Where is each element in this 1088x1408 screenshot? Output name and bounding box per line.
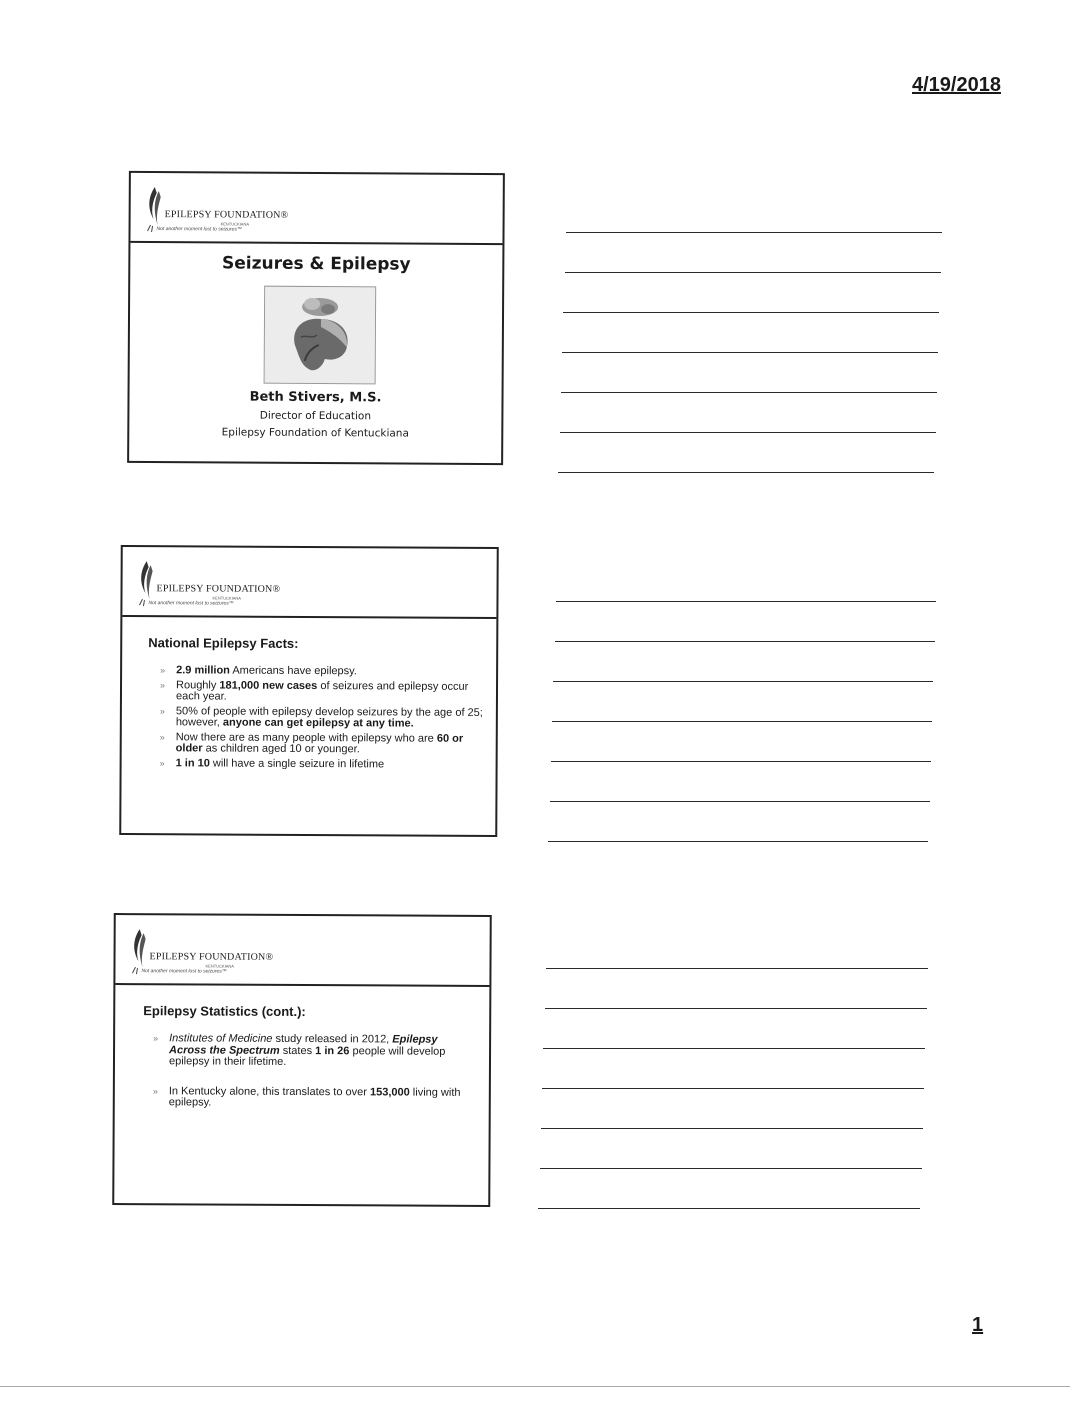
slide-statistics <box>112 913 492 1207</box>
logo-region: KENTUCKIANA <box>205 963 234 969</box>
notes-line <box>558 472 934 473</box>
logo-org-name: EPILEPSY FOUNDATION® <box>164 209 289 221</box>
brain-image <box>264 286 377 385</box>
notes-line <box>556 601 936 602</box>
notes-line <box>552 721 932 722</box>
slide-heading: National Epilepsy Facts: <box>148 635 299 651</box>
logo-region: KENTUCKIANA <box>212 595 241 601</box>
statistics-list <box>151 1033 476 1128</box>
notes-line <box>562 352 938 353</box>
document-date: 4/19/2018 <box>912 74 1001 96</box>
logo-org-name: EPILEPSY FOUNDATION® <box>156 583 281 595</box>
page-number: 1 <box>972 1314 984 1336</box>
notes-line <box>560 432 936 433</box>
notes-line <box>541 1128 923 1129</box>
notes-line <box>540 1168 922 1169</box>
epilepsy-foundation-logo <box>129 927 349 978</box>
notes-line <box>546 968 928 969</box>
notes-line <box>555 641 935 642</box>
logo-region: KENTUCKIANA <box>220 221 250 227</box>
list-item: » In Kentucky alone, this translates to over 153,000 living with epilepsy. <box>151 1086 476 1111</box>
notes-line <box>538 1208 920 1209</box>
epilepsy-foundation-logo <box>136 559 356 610</box>
epilepsy-foundation-logo <box>145 185 365 236</box>
logo-tagline: Not another moment lost to seizures™ <box>156 226 242 233</box>
slide-header-divider <box>122 615 496 619</box>
slide-header-divider <box>130 241 502 245</box>
speaker-name: Beth Stivers, M.S. <box>249 389 382 406</box>
notes-line <box>545 1008 927 1009</box>
list-item: » 50% of people with epilepsy develop seizures by the age of 25; however, anyone can get epilepsy at any time. <box>158 706 483 731</box>
slide-title-text: Seizures & Epilepsy <box>221 253 411 275</box>
notes-line <box>543 1048 925 1049</box>
logo-tagline: Not another moment lost to seizures™ <box>148 600 234 607</box>
list-item: » 1 in 10 will have a single seizure in lifetime <box>158 758 483 771</box>
list-item: » Now there are as many people with epilepsy who are 60 or older as children aged 10 or younger. <box>158 732 483 757</box>
notes-line <box>565 272 941 273</box>
speaker-role: Director of Education <box>259 409 372 423</box>
slide-national-facts <box>119 545 499 837</box>
speaker-affiliation: Epilepsy Foundation of Kentuckiana <box>221 426 409 440</box>
brain-illustration <box>265 287 376 384</box>
notes-line <box>548 841 928 842</box>
logo-org-name: EPILEPSY FOUNDATION® <box>149 951 274 963</box>
slide-header-divider <box>115 983 489 987</box>
logo-tagline: Not another moment lost to seizures™ <box>141 968 227 975</box>
notes-line <box>542 1088 924 1089</box>
list-item: » Roughly 181,000 new cases of seizures and epilepsy occur each year. <box>158 680 483 705</box>
notes-line <box>551 761 931 762</box>
notes-line <box>561 392 937 393</box>
list-item: » Institutes of Medicine study released in 2012, Epilepsy Across the Spectrum states 1 in 26 people will develop epilepsy in their lifetime. <box>151 1033 476 1069</box>
page-bottom-edge <box>0 1386 1070 1387</box>
facts-list <box>158 665 484 774</box>
slide-title <box>127 171 505 465</box>
slide-heading: Epilepsy Statistics (cont.): <box>143 1003 306 1020</box>
notes-line <box>550 801 930 802</box>
notes-line <box>563 312 939 313</box>
notes-line <box>566 232 942 233</box>
notes-line <box>553 681 933 682</box>
list-item: » 2.9 million Americans have epilepsy. <box>158 665 483 678</box>
